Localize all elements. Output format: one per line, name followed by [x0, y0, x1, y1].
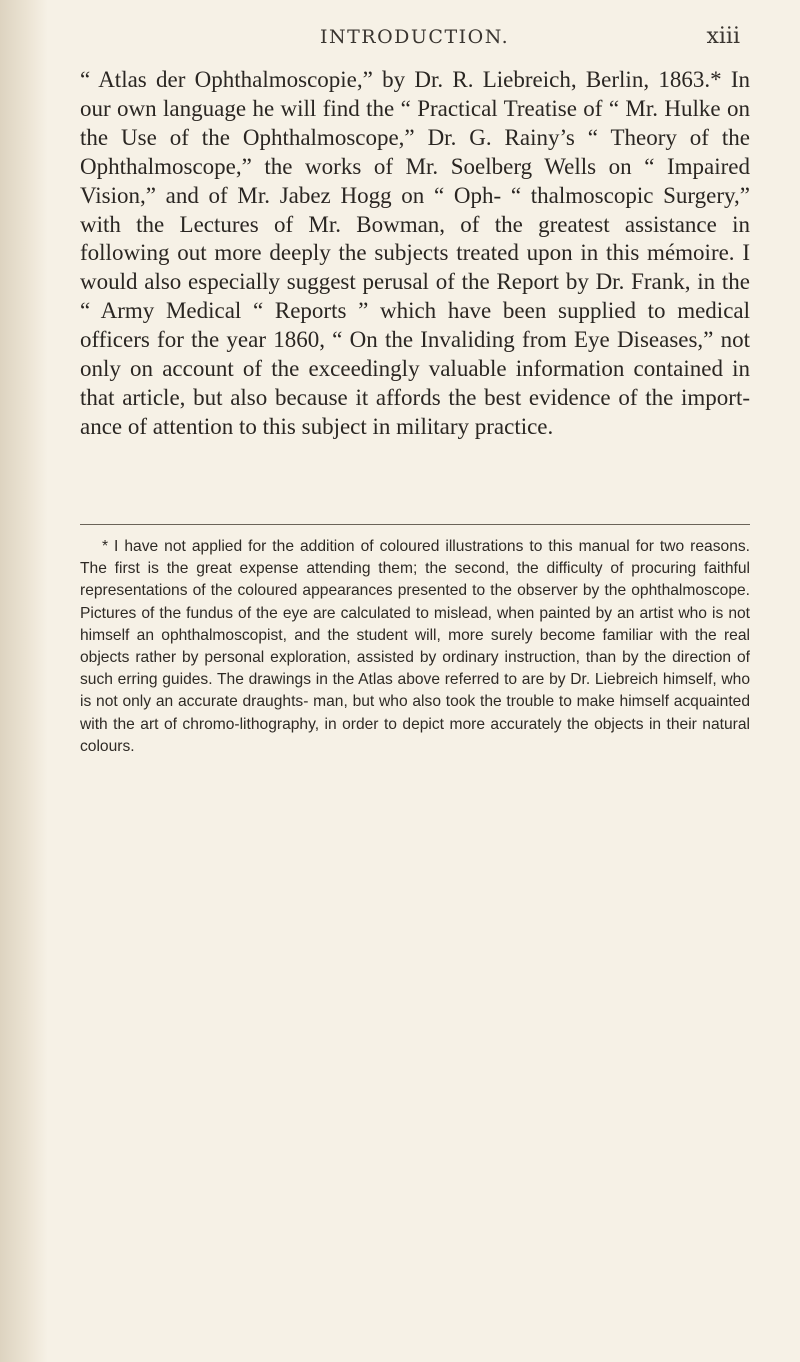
- footnote: * I have not applied for the addition of coloured illustrations to this manual for two reasons. The first is the great expense attending them; the second, the difficulty of procuring faithful representations of the coloured appearances presented to the observer by the ophthalmoscope. Pictures of the fundus of the eye are calculated to mislead, when painted by an artist who is not himself an ophthalmoscopist, and the student will, more surely become familiar with the real objects rather by personal exploration, assisted by ordinary instruction, than by the direction of such erring guides. The drawings in the Atlas above referred to are by Dr. Liebreich himself, who is not only an accurate draughts- man, but who also took the trouble to make himself acquainted with the art of chromo-lithography, in order to depict more accurately the objects in their natural colours.: [80, 538, 750, 755]
- body-paragraph: “ Atlas der Ophthalmoscopie,” by Dr. R. Liebreich, Berlin, 1863.* In our own language he will find the “ Practical Treatise of “ Mr. Hulke on the Use of the Ophthalmoscope,” Dr. G. Rainy’s “ Theory of the Ophthalmoscope,” the works of Mr. Soelberg Wells on “ Impaired Vision,” and of Mr. Jabez Hogg on “ Oph- “ thalmoscopic Surgery,” with the Lectures of Mr. Bowman, of the greatest assistance in following out more deeply the subjects treated upon in this mémoire. I would also especially suggest perusal of the Report by Dr. Frank, in the “ Army Medical “ Reports ” which have been supplied to medical officers for the year 1860, “ On the Invaliding from Eye Diseases,” not only on account of the exceedingly valuable information contained in that article, but also because it affords the best evidence of the import- ance of attention to this subject in military practice.: [80, 67, 750, 439]
- running-head: INTRODUCTION.: [320, 26, 510, 48]
- footnote-divider: [80, 524, 750, 525]
- page-number: xiii: [706, 24, 740, 49]
- page-edge-shadow: [0, 0, 48, 1362]
- page-header: [320, 26, 740, 54]
